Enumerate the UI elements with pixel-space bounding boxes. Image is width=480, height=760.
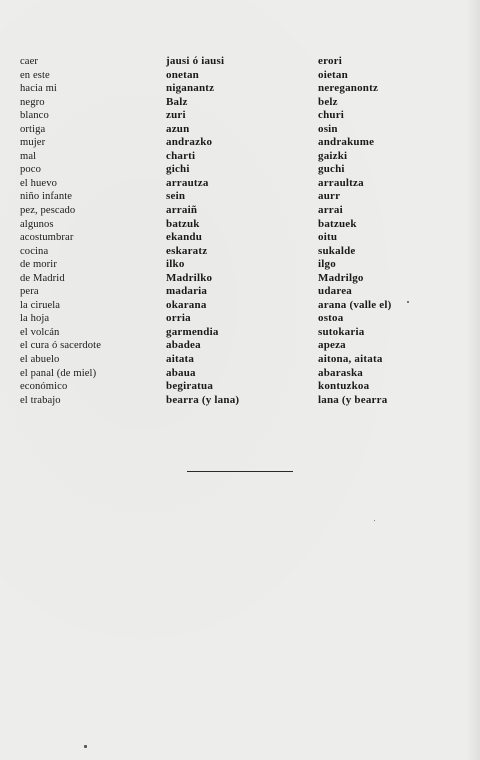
spanish-word: pez, pescado [20, 205, 76, 217]
basque-word-dialect-2: nereganontz [318, 82, 379, 95]
print-speck [407, 301, 409, 303]
basque-word-dialect-1: sein [166, 190, 186, 203]
basque-word-dialect-2: arraultza [318, 176, 364, 189]
spanish-word: blanco [20, 110, 49, 122]
basque-word-dialect-2: ilgo [318, 258, 336, 271]
print-speck [84, 745, 87, 748]
spanish-word: negro [20, 96, 45, 108]
basque-word-dialect-1: bearra (y lana) [166, 393, 240, 406]
spanish-word: económico [20, 381, 68, 393]
spanish-word: el panal (de miel) [20, 367, 97, 379]
basque-word-dialect-2: aurr [318, 190, 341, 203]
basque-word-dialect-2: arrai [318, 204, 343, 217]
spanish-word: el abuelo [20, 354, 60, 366]
basque-word-dialect-2: oietan [318, 68, 348, 81]
spanish-word: algunos [20, 218, 54, 230]
basque-dialect-2-column [318, 55, 391, 407]
basque-word-dialect-1: Balz [166, 95, 188, 108]
spanish-word: el cura ó sacerdote [20, 340, 102, 352]
basque-word-dialect-2: apeza [318, 339, 346, 352]
basque-word-dialect-2: sukalde [318, 244, 356, 257]
basque-word-dialect-2: Madrilgo [318, 271, 364, 284]
basque-word-dialect-1: abaua [166, 366, 196, 379]
basque-word-dialect-1: zuri [166, 109, 186, 122]
basque-word-dialect-1: begiratua [166, 380, 214, 393]
spanish-word: ortiga [20, 123, 46, 135]
basque-word-dialect-2: arana (valle el) [318, 298, 392, 311]
basque-word-dialect-1: Madrilko [166, 271, 213, 284]
basque-word-dialect-2: sutokaria [318, 325, 365, 338]
section-divider-rule [187, 471, 293, 472]
spanish-word-column [20, 55, 101, 407]
basque-word-dialect-1: ekandu [166, 231, 203, 244]
basque-word-dialect-2: oitu [318, 231, 338, 244]
basque-word-dialect-1: gichi [166, 163, 190, 176]
spanish-word: de Madrid [20, 272, 65, 284]
spanish-word: mal [20, 150, 37, 162]
basque-word-dialect-1: azun [166, 122, 190, 135]
basque-word-dialect-2: erori [318, 55, 343, 67]
basque-word-dialect-2: batzuek [318, 217, 357, 230]
basque-word-dialect-1: madaria [166, 285, 208, 298]
spanish-word: la hoja [20, 313, 50, 325]
spanish-word: la ciruela [20, 299, 61, 311]
basque-word-dialect-2: ostoa [318, 312, 344, 325]
spanish-word: acostumbrar [20, 232, 74, 244]
spanish-word: poco [20, 164, 41, 176]
basque-word-dialect-2: guchi [318, 163, 345, 176]
spanish-word: mujer [20, 137, 46, 149]
spanish-word: el trabajo [20, 394, 61, 406]
basque-word-dialect-1: arrautza [166, 176, 209, 189]
basque-word-dialect-1: orria [166, 312, 191, 325]
basque-word-dialect-2: churi [318, 109, 345, 122]
spanish-word: niño infante [20, 191, 73, 203]
basque-word-dialect-2: aitona, aitata [318, 353, 383, 366]
basque-word-dialect-2: abaraska [318, 366, 363, 379]
spanish-word: caer [20, 56, 39, 67]
spanish-word: cocina [20, 245, 49, 257]
basque-word-dialect-1: batzuk [166, 217, 200, 230]
basque-word-dialect-2: lana (y bearra [318, 393, 388, 406]
basque-word-dialect-2: udarea [318, 285, 353, 298]
basque-word-dialect-1: jausi ó iausi [166, 55, 225, 67]
page-edge-shadow [466, 0, 480, 760]
spanish-word: el volcán [20, 326, 60, 338]
spanish-word: el huevo [20, 177, 57, 189]
spanish-word: hacia mi [20, 83, 57, 95]
print-speck [374, 520, 375, 521]
spanish-word: de morir [20, 259, 57, 271]
basque-word-dialect-2: kontuzkoa [318, 380, 370, 393]
spanish-word: pera [20, 286, 39, 298]
basque-word-dialect-1: charti [166, 149, 196, 162]
basque-dialect-1-column [166, 55, 239, 407]
basque-word-dialect-1: arraiñ [166, 204, 198, 217]
basque-word-dialect-1: garmendia [166, 325, 219, 338]
basque-word-dialect-1: eskaratz [166, 244, 208, 257]
spanish-word: en este [20, 69, 50, 81]
basque-word-dialect-1: ilko [166, 258, 185, 271]
basque-word-dialect-1: abadea [166, 339, 201, 352]
basque-word-dialect-2: osin [318, 122, 338, 135]
basque-word-dialect-2: belz [318, 95, 338, 108]
basque-word-dialect-1: niganantz [166, 82, 215, 95]
basque-word-dialect-1: andrazko [166, 136, 213, 149]
basque-word-dialect-1: aitata [166, 353, 195, 366]
basque-word-dialect-2: andrakume [318, 136, 375, 149]
basque-word-dialect-1: onetan [166, 68, 199, 81]
basque-word-dialect-1: okarana [166, 298, 207, 311]
basque-word-dialect-2: gaizki [318, 149, 348, 162]
